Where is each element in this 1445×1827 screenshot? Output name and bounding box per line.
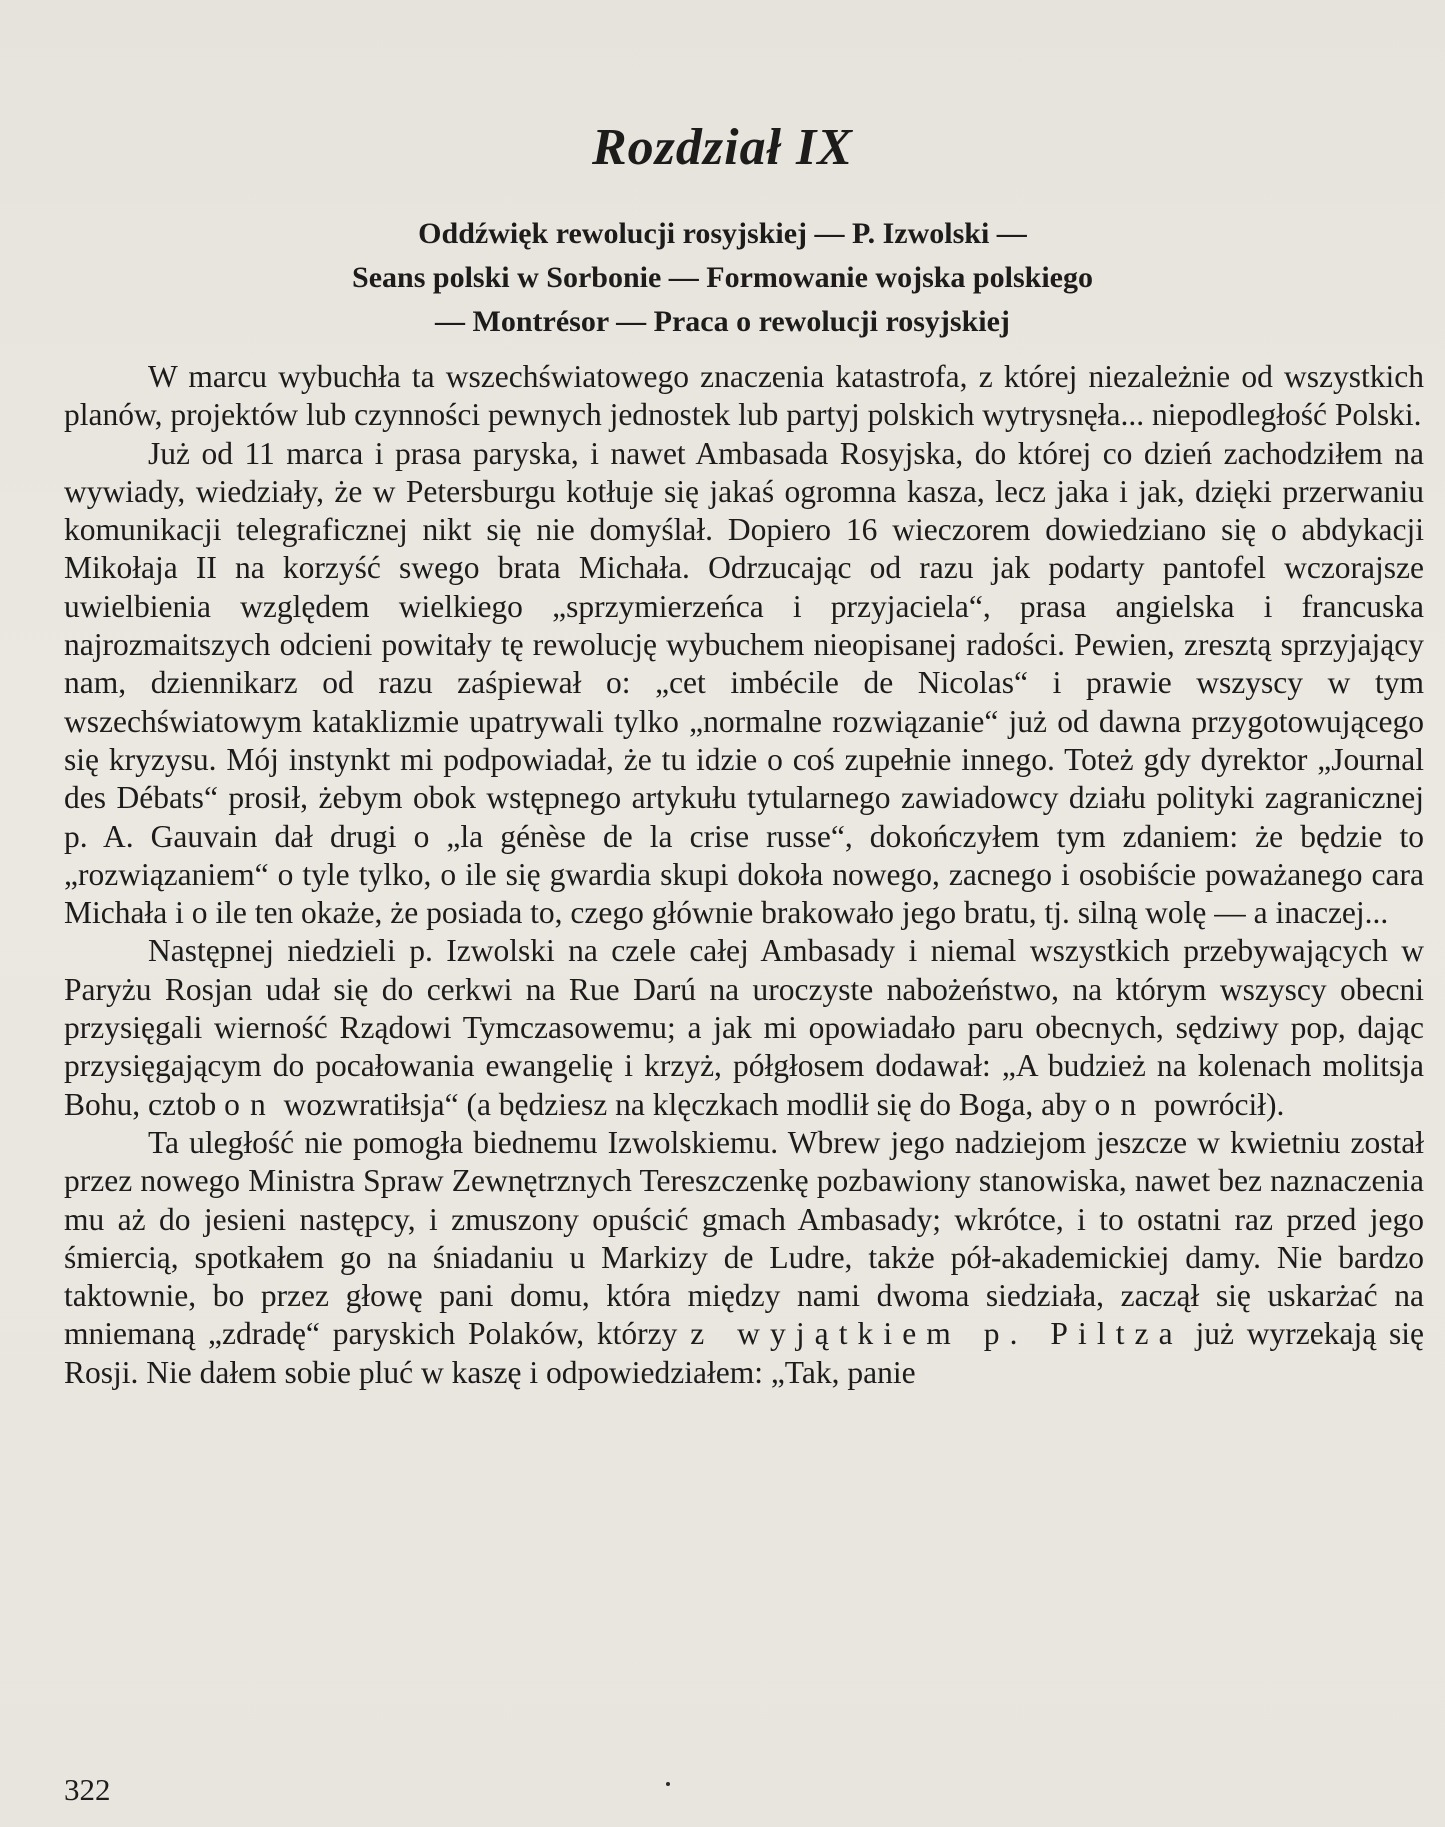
paragraph-text: wozwratiłsja“ (a będziesz na klęczkach modlił się do Boga, aby bbox=[275, 1086, 1095, 1122]
spaced-emphasis: on bbox=[224, 1086, 276, 1122]
chapter-body bbox=[64, 358, 1424, 1392]
paragraph-text: powrócił). bbox=[1146, 1086, 1285, 1122]
subtitle-line: Seans polski w Sorbonie — Formowanie wojska polskiego bbox=[352, 261, 1093, 294]
chapter-title: Rozdział IX bbox=[592, 119, 853, 176]
subtitle-line: Oddźwięk rewolucji rosyjskiej — P. Izwolski — bbox=[418, 217, 1027, 250]
ink-dot bbox=[666, 1782, 670, 1786]
spaced-emphasis: on bbox=[1094, 1086, 1147, 1122]
spaced-emphasis: z wyjątkiem p. Piltza bbox=[690, 1316, 1183, 1352]
paragraph bbox=[64, 932, 1424, 1123]
page-number: 322 bbox=[64, 1772, 111, 1807]
subtitle-line: — Montrésor — Praca o rewolucji rosyjskiej bbox=[435, 305, 1010, 338]
paragraph-text: już wyrzekają się Rosji. Nie dałem sobie pluć w kaszę i odpowiedziałem: „Tak, panie bbox=[64, 1316, 1424, 1390]
paragraph: W marcu wybuchła ta wszechświatowego znaczenia katastrofa, z której niezależnie od wszystkich planów, projektów lub czynności pewnych jednostek lub partyj polskich wytrysnęła... niepodległość Polski. bbox=[64, 359, 1424, 433]
paragraph-text: Następnej niedzieli p. Izwolski na czele całej Ambasady i niemal wszystkich przebywających w Paryżu Rosjan udał się do cerkwi na Rue Darú na uroczyste nabożeństwo, na którym wszyscy obecni przysięgali wierność Rządowi Tymczasowemu; a jak mi opowiadało paru obecnych, sędziwy pop, dając przysięgającym do pocałowania ewangelię i krzyż, półgłosem dodawał: „A budzież na kolenach molitsja Bohu, cztob bbox=[64, 933, 1424, 1122]
paragraph-text: Ta uległość nie pomogła biednemu Izwolskiemu. Wbrew jego nadziejom jeszcze w kwietniu został przez nowego Ministra Spraw Zewnętrznych Tereszczenkę pozbawiony stanowiska, nawet bez naznaczenia mu aż do jesieni następcy, i zmuszony opuścić gmach Ambasady; wkrótce, i to ostatni raz przed jego śmiercią, spotkałem go na śniadaniu u Markizy de Ludre, także pół-akademickiej damy. Nie bardzo taktownie, bo przez głowę pani domu, która między nami dwoma siedziała, zaczął się uskarżać na mniemaną „zdradę“ paryskich Polaków, którzy bbox=[64, 1124, 1424, 1352]
paragraph bbox=[64, 1124, 1424, 1392]
paragraph: Już od 11 marca i prasa paryska, i nawet Ambasada Rosyjska, do której co dzień zachodziłem na wywiady, wiedziały, że w Petersburgu kotłuje się jakaś ogromna kasza, lecz jaka i jak, dzięki przerwaniu komunikacji telegraficznej nikt się nie domyślał. Dopiero 16 wieczorem dowiedziano się o abdykacji Mikołaja II na korzyść swego brata Michała. Odrzucając od razu jak podarty pantofel wczorajsze uwielbienia względem wielkiego „sprzymierzeńca i przyjaciela“, prasa angielska i francuska najrozmaitszych odcieni powitały tę rewolucję wybuchem nieopisanej radości. Pewien, zresztą sprzyjający nam, dziennikarz od razu zaśpiewał o: „cet imbécile de Nicolas“ i prawie wszyscy w tym wszechświatowym kataklizmie upatrywali tylko „normalne rozwiązanie“ już od dawna przygotowującego się kryzysu. Mój instynkt mi podpowiadał, że tu idzie o coś zupełnie innego. Toteż gdy dyrektor „Journal des Débats“ prosił, żebym obok wstępnego artykułu tytularnego zawiadowcy działu polityki zagranicznej p. A. Gauvain dał drugi o „la génèse de la crise russe“, dokończyłem tym zdaniem: że będzie to „rozwiązaniem“ o tyle tylko, o ile się gwardia skupi dokoła nowego, zacnego i osobiście poważanego cara Michała i o ile ten okaże, że posiada to, czego głównie brakowało jego bratu, tj. silną wolę — a inaczej... bbox=[64, 435, 1424, 931]
chapter-subtitle bbox=[180, 212, 1265, 344]
